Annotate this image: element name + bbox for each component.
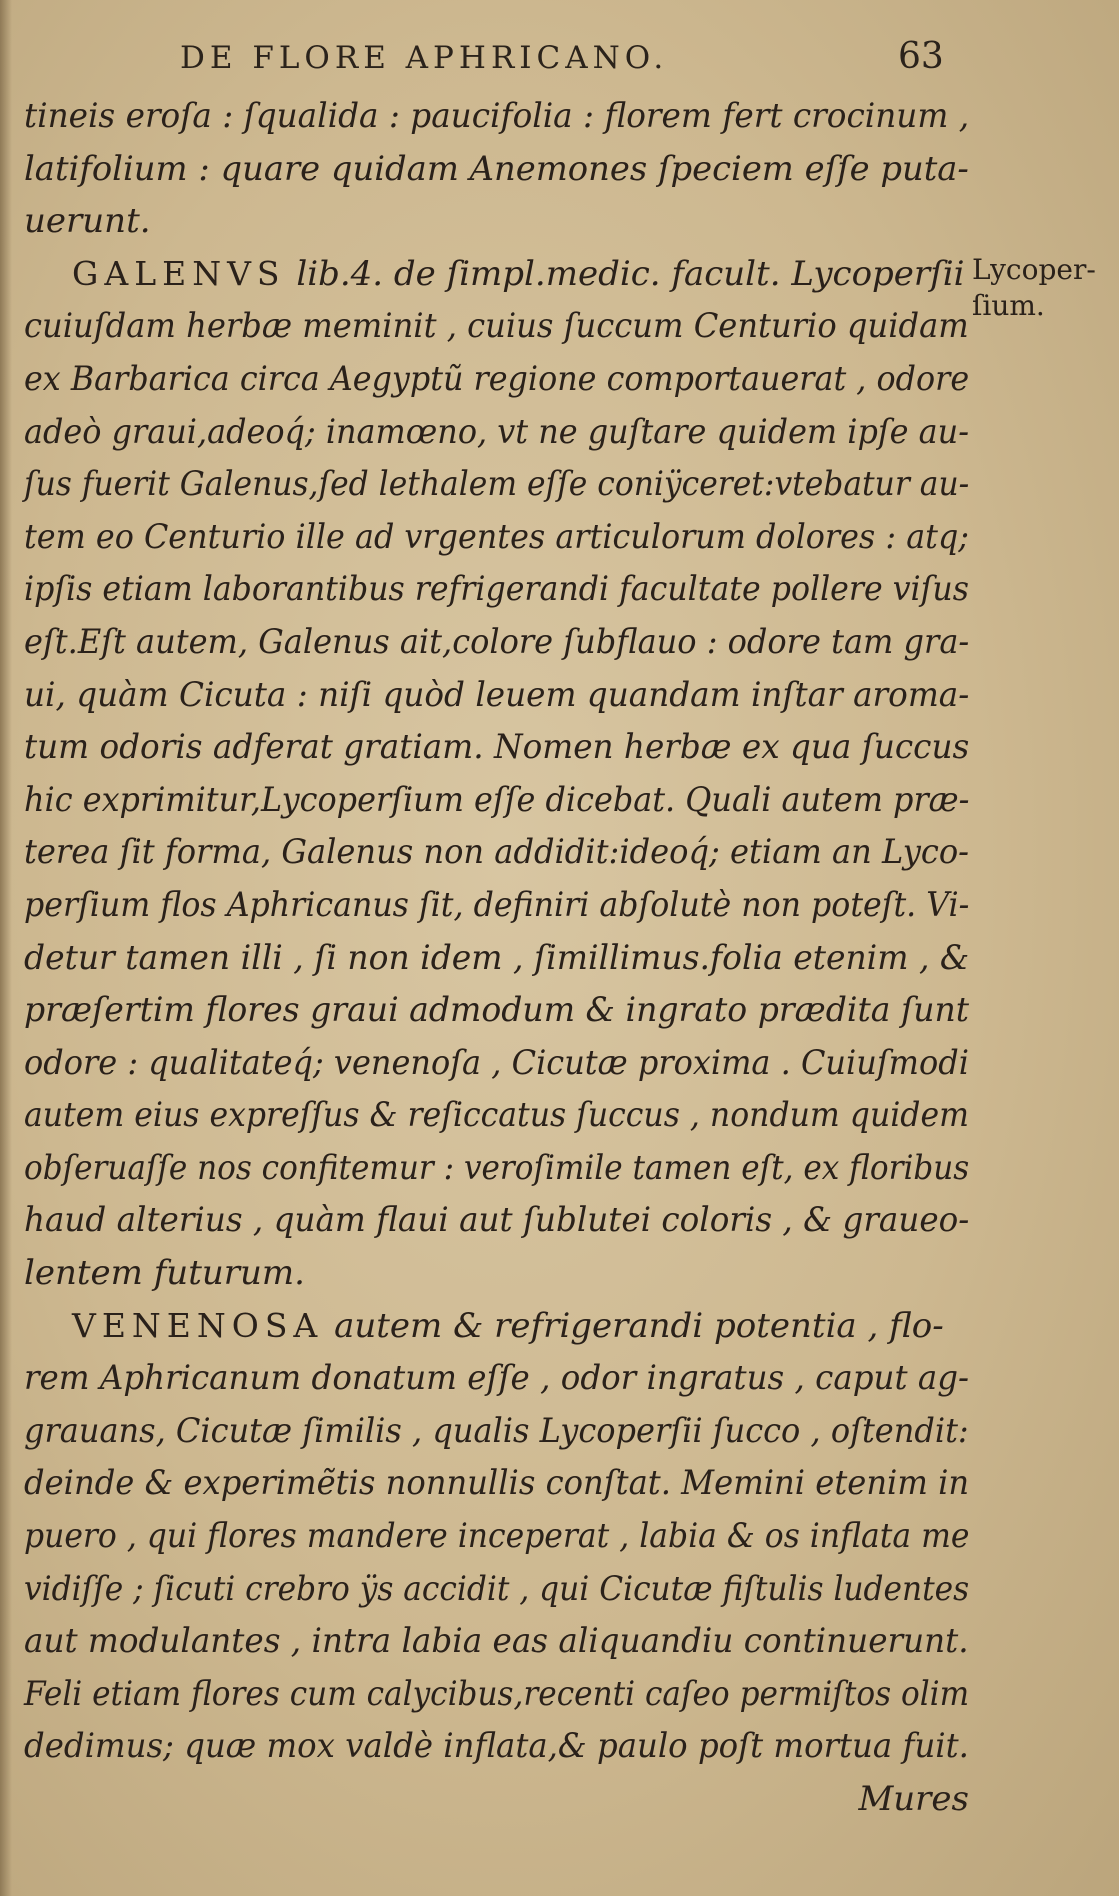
text-line: uerunt.	[24, 201, 151, 242]
running-head: DE FLORE APHRICANO.	[180, 40, 669, 76]
text-line: obſeruaſſe nos confitemur : veroſimile tamen eſt, ex floribus	[24, 1147, 970, 1188]
text-line: lentem futurum.	[24, 1253, 305, 1294]
text-line: perſium flos Aphricanus ſit, definiri abſolutè non poteſt. Vi-	[24, 884, 970, 925]
page-number: 63	[898, 36, 944, 77]
text-line: hic exprimitur,Lycoperſium eſſe dicebat. Quali autem præ-	[24, 779, 970, 820]
text-line: ex Barbarica circa Aegyptũ regione comportauerat , odore	[24, 358, 970, 399]
body-text	[24, 90, 969, 1826]
text-line: tum odoris adferat gratiam. Nomen herbæ ex qua ſuccus	[24, 727, 970, 768]
paragraph-lead-word: VENENOSA	[72, 1305, 324, 1345]
text-line: cuiuſdam herbæ meminit , cuius ſuccum Centurio quidam	[24, 306, 969, 347]
text-line: odore : qualitateq́; venenoſa , Cicutæ proxima . Cuiuſmodi	[24, 1042, 969, 1083]
text-line: deinde & experimẽtis nonnullis conſtat. Memini etenim in	[24, 1463, 970, 1504]
catchword: Mures	[858, 1779, 969, 1819]
text-line: detur tamen illi , ſi non idem , ſimillimus.folia etenim , &	[24, 937, 970, 978]
text-line: vidiſſe ; ſicuti crebro ÿs accidit , qui Cicutæ fiſtulis ludentes	[24, 1568, 970, 1609]
text-line: aut modulantes , intra labia eas aliquandiu continuerunt.	[24, 1621, 969, 1662]
text-line: præſertim flores graui admodum & ingrato prædita ſunt	[24, 990, 970, 1031]
text-line: tineis eroſa : ſqualida : paucifolia : florem fert crocinum ,	[24, 96, 970, 136]
text-line: terea ſit forma, Galenus non addidit:ideoq́; etiam an Lyco-	[24, 832, 970, 873]
text-line: ipſis etiam laborantibus refrigerandi facultate pollere viſus	[24, 569, 969, 610]
paragraph-first-line	[24, 248, 969, 301]
text-line: grauans, Cicutæ ſimilis , qualis Lycoperſii ſucco , oſtendit:	[24, 1410, 969, 1451]
text-line: latifolium : quare quidam Anemones ſpeciem eſſe puta-	[24, 148, 969, 189]
text-line: tem eo Centurio ille ad vrgentes articulorum dolores : atq;	[24, 516, 970, 557]
text-line: Feli etiam flores cum calycibus,recenti caſeo permiſtos olim	[24, 1673, 970, 1714]
margin-note-line: ſium.	[972, 289, 1045, 322]
text-run: lib.4. de ſimpl.medic. facult. Lycoperſii	[285, 253, 965, 294]
page-gutter-shadow	[0, 0, 12, 1896]
text-line: ui, quàm Cicuta : niſi quòd leuem quandam inſtar aroma-	[24, 674, 970, 715]
text-line: ſus fuerit Galenus,ſed lethalem eſſe coniÿceret:vtebatur au-	[24, 464, 970, 505]
margin-note-line: Lycoper-	[972, 253, 1096, 286]
paragraph-lead-word: GALENVS	[72, 253, 286, 293]
text-line: autem eius expreſſus & reſiccatus ſuccus , nondum quidem	[24, 1095, 969, 1136]
paragraph-first-line	[24, 1300, 969, 1353]
text-line: rem Aphricanum donatum eſſe , odor ingratus , caput ag-	[24, 1358, 969, 1399]
margin-note	[972, 252, 1096, 324]
text-line: adeò graui,adeoq́; inamœno, vt ne guſtare quidem ipſe au-	[24, 411, 969, 452]
text-line: eſt.Eſt autem, Galenus ait,colore ſubflauo : odore tam gra-	[24, 621, 970, 662]
text-run: autem & refrigerandi potentia , flo-	[323, 1305, 944, 1346]
text-line: haud alterius , quàm flaui aut ſublutei coloris , & graueo-	[24, 1200, 970, 1241]
text-line: dedimus; quæ mox valdè inflata,& paulo poſt mortua fuit.	[24, 1726, 969, 1767]
text-line: puero , qui flores mandere inceperat , labia & os inflata me	[24, 1516, 970, 1557]
